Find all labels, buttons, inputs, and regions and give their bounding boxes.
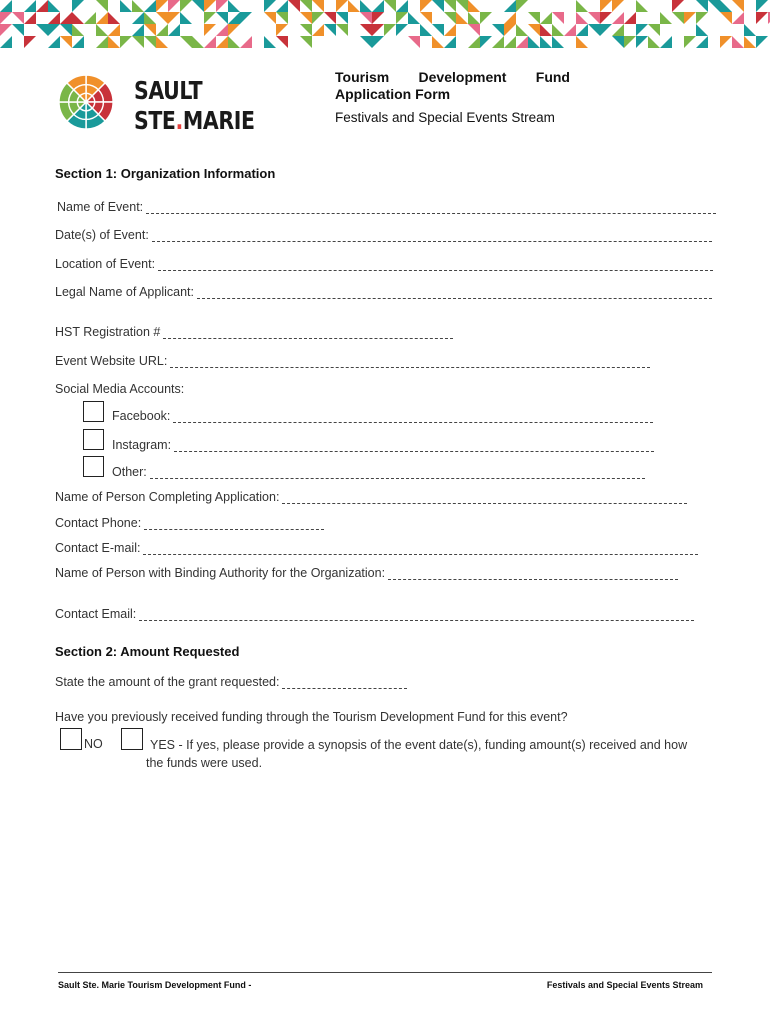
banner-triangle: [624, 12, 636, 24]
banner-triangle: [384, 24, 396, 36]
banner-triangle: [720, 0, 732, 12]
banner-triangle: [120, 36, 132, 48]
banner-triangle: [696, 24, 708, 36]
banner-triangle: [684, 12, 696, 24]
banner-triangle: [492, 24, 504, 36]
banner-triangle: [216, 36, 228, 48]
banner-triangle: [384, 0, 396, 12]
banner-triangle: [372, 36, 384, 48]
banner-triangle: [468, 36, 480, 48]
banner-triangle: [48, 0, 60, 12]
banner-triangle: [372, 12, 384, 24]
banner-triangle: [540, 12, 552, 24]
yes-label-line2: the funds were used.: [146, 756, 263, 770]
banner-triangle: [672, 0, 684, 12]
instagram-field[interactable]: Instagram:: [112, 438, 654, 452]
banner-triangle: [504, 12, 516, 24]
legal-name-field[interactable]: Legal Name of Applicant:: [55, 285, 712, 299]
banner-triangle: [372, 24, 384, 36]
banner-triangle: [156, 24, 168, 36]
banner-triangle: [300, 0, 312, 12]
banner-triangle: [612, 0, 624, 12]
banner-triangle: [420, 24, 432, 36]
banner-triangle: [600, 24, 612, 36]
banner-triangle: [444, 24, 456, 36]
banner-triangle: [648, 36, 660, 48]
banner-triangle: [360, 12, 372, 24]
banner-triangle: [720, 12, 732, 24]
banner-triangle: [168, 24, 180, 36]
banner-triangle: [756, 36, 768, 48]
page-subtitle: Festivals and Special Events Stream: [335, 110, 555, 125]
banner-triangle: [264, 12, 276, 24]
yes-checkbox[interactable]: [121, 728, 143, 750]
banner-triangle: [588, 12, 600, 24]
banner-triangle: [528, 24, 540, 36]
banner-triangle: [96, 12, 108, 24]
banner-triangle: [192, 0, 204, 12]
banner-triangle: [288, 0, 300, 12]
banner-triangle: [324, 24, 336, 36]
banner-triangle: [576, 36, 588, 48]
banner-triangle: [636, 0, 648, 12]
banner-triangle: [396, 12, 408, 24]
banner-triangle: [48, 36, 60, 48]
banner-triangle: [708, 0, 720, 12]
banner-triangle: [0, 24, 12, 36]
banner-triangle: [144, 12, 156, 24]
banner-triangle: [60, 12, 72, 24]
banner-triangle: [0, 12, 12, 24]
banner-triangle: [540, 36, 552, 48]
banner-triangle: [228, 12, 240, 24]
sault-ste-marie-logo-icon: [58, 74, 116, 132]
banner-triangle: [312, 0, 324, 12]
banner-triangle: [48, 24, 60, 36]
banner-triangle: [96, 36, 108, 48]
contact-email-2-field[interactable]: Contact Email:: [55, 607, 694, 621]
no-label: NO: [84, 737, 103, 751]
banner-triangle: [264, 36, 276, 48]
banner-triangle: [36, 24, 48, 36]
banner-triangle: [516, 24, 528, 36]
footer-right: Festivals and Special Events Stream: [546, 980, 703, 990]
contact-phone-field[interactable]: Contact Phone:: [55, 516, 324, 530]
banner-triangle: [132, 24, 144, 36]
footer-left: Sault Ste. Marie Tourism Development Fund -: [58, 980, 252, 990]
banner-triangle: [132, 12, 144, 24]
banner-triangle: [756, 0, 768, 12]
banner-triangle: [72, 24, 84, 36]
banner-triangle: [24, 36, 36, 48]
banner-triangle: [204, 0, 216, 12]
decorative-triangle-banner: [0, 0, 770, 48]
banner-triangle: [336, 24, 348, 36]
banner-triangle: [168, 0, 180, 12]
banner-triangle: [540, 24, 552, 36]
banner-triangle: [204, 24, 216, 36]
no-checkbox[interactable]: [60, 728, 82, 750]
footer-divider: [58, 972, 712, 973]
banner-triangle: [528, 36, 540, 48]
banner-triangle: [552, 12, 564, 24]
banner-triangle: [204, 12, 216, 24]
banner-triangle: [588, 24, 600, 36]
other-social-field[interactable]: Other:: [112, 465, 645, 479]
banner-triangle: [720, 36, 732, 48]
banner-triangle: [480, 36, 492, 48]
banner-triangle: [300, 12, 312, 24]
banner-triangle: [408, 36, 420, 48]
banner-triangle: [756, 12, 768, 24]
banner-triangle: [696, 12, 708, 24]
banner-triangle: [504, 36, 516, 48]
facebook-checkbox[interactable]: [83, 401, 104, 422]
banner-triangle: [108, 12, 120, 24]
banner-triangle: [696, 36, 708, 48]
banner-triangle: [96, 0, 108, 12]
banner-triangle: [24, 12, 36, 24]
banner-triangle: [600, 0, 612, 12]
banner-triangle: [144, 0, 156, 12]
banner-triangle: [360, 36, 372, 48]
banner-triangle: [60, 24, 72, 36]
banner-triangle: [12, 24, 24, 36]
banner-triangle: [420, 12, 432, 24]
banner-triangle: [228, 36, 240, 48]
banner-triangle: [12, 12, 24, 24]
banner-triangle: [564, 24, 576, 36]
banner-triangle: [504, 24, 516, 36]
banner-triangle: [276, 0, 288, 12]
banner-triangle: [744, 36, 756, 48]
banner-triangle: [456, 0, 468, 12]
section2-heading: Section 2: Amount Requested: [55, 644, 240, 659]
banner-triangle: [300, 24, 312, 36]
logo-wordmark: SAULT STE.MARIE: [134, 76, 255, 135]
banner-triangle: [744, 24, 756, 36]
banner-triangle: [552, 24, 564, 36]
banner-triangle: [432, 36, 444, 48]
banner-triangle: [624, 36, 636, 48]
name-of-event-field[interactable]: Name of Event:: [57, 200, 716, 214]
banner-triangle: [516, 36, 528, 48]
banner-triangle: [660, 36, 672, 48]
banner-triangle: [228, 0, 240, 12]
banner-triangle: [180, 12, 192, 24]
banner-triangle: [144, 24, 156, 36]
banner-triangle: [324, 12, 336, 24]
banner-triangle: [684, 36, 696, 48]
banner-triangle: [348, 0, 360, 12]
banner-triangle: [156, 0, 168, 12]
section1-heading: Section 1: Organization Information: [55, 166, 276, 181]
banner-triangle: [276, 24, 288, 36]
amount-requested-field[interactable]: State the amount of the grant requested:: [55, 675, 407, 689]
banner-triangle: [84, 12, 96, 24]
form-title-block: [335, 69, 570, 126]
banner-triangle: [132, 36, 144, 48]
banner-triangle: [732, 0, 744, 12]
previous-funding-question: Have you previously received funding through the Tourism Development Fund for this event?: [55, 710, 568, 724]
banner-triangle: [360, 24, 372, 36]
event-website-field[interactable]: Event Website URL:: [55, 354, 650, 368]
banner-triangle: [336, 12, 348, 24]
banner-triangle: [648, 24, 660, 36]
banner-triangle: [636, 24, 648, 36]
banner-triangle: [660, 12, 672, 24]
banner-triangle: [396, 0, 408, 12]
banner-triangle: [600, 12, 612, 24]
banner-triangle: [576, 0, 588, 12]
banner-triangle: [372, 0, 384, 12]
banner-triangle: [480, 12, 492, 24]
banner-triangle: [336, 0, 348, 12]
hst-registration-field[interactable]: HST Registration #: [55, 325, 453, 339]
banner-triangle: [312, 24, 324, 36]
banner-triangle: [216, 12, 228, 24]
banner-triangle: [444, 12, 456, 24]
banner-triangle: [0, 36, 12, 48]
banner-triangle: [180, 36, 192, 48]
banner-triangle: [636, 36, 648, 48]
banner-triangle: [192, 36, 204, 48]
banner-triangle: [240, 12, 252, 24]
event-dates-field[interactable]: Date(s) of Event:: [55, 228, 712, 242]
banner-triangle: [276, 12, 288, 24]
banner-triangle: [396, 24, 408, 36]
banner-triangle: [612, 12, 624, 24]
page-title: Tourism Development Fund: [335, 69, 570, 85]
banner-triangle: [612, 36, 624, 48]
banner-triangle: [240, 36, 252, 48]
banner-triangle: [576, 24, 588, 36]
banner-triangle: [48, 12, 60, 24]
banner-triangle: [276, 36, 288, 48]
banner-triangle: [516, 0, 528, 12]
banner-triangle: [504, 0, 516, 12]
banner-triangle: [108, 36, 120, 48]
banner-triangle: [0, 0, 12, 12]
banner-triangle: [456, 12, 468, 24]
banner-triangle: [168, 12, 180, 24]
banner-triangle: [528, 12, 540, 24]
banner-triangle: [72, 0, 84, 12]
banner-triangle: [120, 0, 132, 12]
instagram-checkbox[interactable]: [83, 429, 104, 450]
banner-triangle: [492, 36, 504, 48]
banner-triangle: [132, 0, 144, 12]
banner-triangle: [156, 12, 168, 24]
binding-authority-field[interactable]: Name of Person with Binding Authority for the Organization:: [55, 566, 678, 580]
banner-triangle: [432, 0, 444, 12]
banner-triangle: [552, 36, 564, 48]
banner-triangle: [216, 0, 228, 12]
banner-triangle: [432, 24, 444, 36]
social-media-label: Social Media Accounts:: [55, 382, 185, 396]
banner-triangle: [264, 0, 276, 12]
banner-triangle: [72, 12, 84, 24]
banner-triangle: [444, 36, 456, 48]
banner-triangle: [36, 0, 48, 12]
person-completing-field[interactable]: Name of Person Completing Application:: [55, 490, 687, 504]
banner-triangle: [420, 0, 432, 12]
event-location-field[interactable]: Location of Event:: [55, 257, 713, 271]
banner-triangle: [300, 36, 312, 48]
banner-triangle: [24, 0, 36, 12]
yes-label: YES - If yes, please provide a synopsis of the event date(s), funding amount(s) received and how: [150, 738, 688, 752]
banner-triangle: [576, 12, 588, 24]
banner-triangle: [468, 0, 480, 12]
facebook-field[interactable]: Facebook:: [112, 409, 653, 423]
banner-triangle: [444, 0, 456, 12]
banner-triangle: [72, 36, 84, 48]
banner-triangle: [672, 12, 684, 24]
banner-triangle: [732, 12, 744, 24]
banner-triangle: [180, 0, 192, 12]
banner-triangle: [204, 36, 216, 48]
banner-triangle: [216, 24, 228, 36]
banner-triangle: [468, 24, 480, 36]
banner-triangle: [108, 24, 120, 36]
contact-email-field[interactable]: Contact E-mail:: [55, 541, 698, 555]
page-title-line2: Application Form: [335, 86, 451, 102]
banner-triangle: [732, 36, 744, 48]
banner-triangle: [144, 36, 156, 48]
banner-triangle: [468, 12, 480, 24]
other-checkbox[interactable]: [83, 456, 104, 477]
banner-triangle: [312, 12, 324, 24]
banner-triangle: [60, 36, 72, 48]
banner-triangle: [156, 36, 168, 48]
banner-triangle: [360, 0, 372, 12]
banner-triangle: [96, 24, 108, 36]
banner-triangle: [696, 0, 708, 12]
banner-triangle: [228, 24, 240, 36]
banner-triangle: [408, 12, 420, 24]
banner-triangle: [612, 24, 624, 36]
